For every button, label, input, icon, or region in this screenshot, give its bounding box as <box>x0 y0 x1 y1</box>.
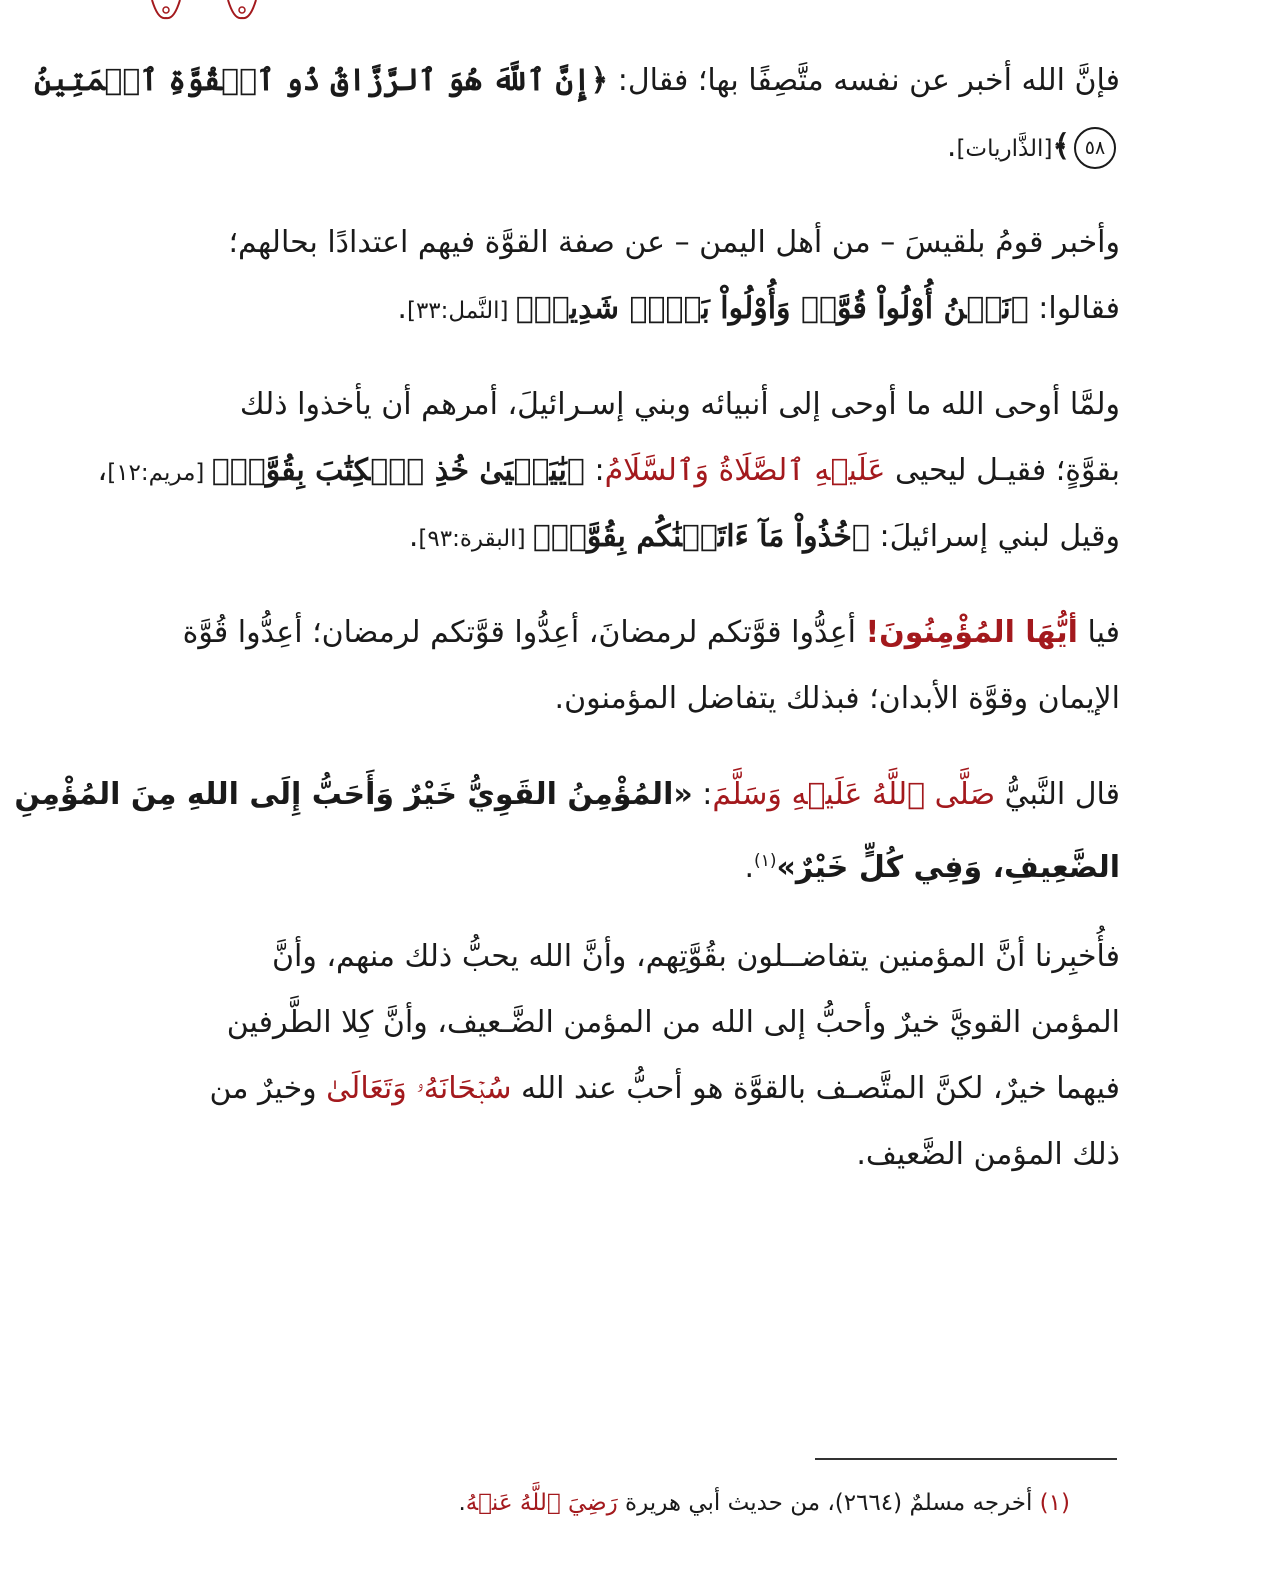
paragraph-3 <box>97 372 1120 570</box>
paragraph-line <box>140 114 1120 180</box>
body-text: وخيرٌ من <box>209 1071 327 1106</box>
punctuation: . <box>397 291 407 326</box>
body-text: فيهما خيرٌ، لكنَّ المتَّصـف بالقوَّة هو أحبُّ عند الله <box>511 1071 1120 1106</box>
body-text: بقوَّةٍ؛ فقيـل ليحيى <box>885 453 1120 488</box>
ornament-left <box>150 0 182 22</box>
verse-reference: [مريم:١٢] <box>107 460 212 486</box>
punctuation: . <box>946 129 957 164</box>
punctuation: . <box>408 519 419 554</box>
paragraph-line: وأخبر قومُ بلقيسَ – من أهل اليمن – عن صفة القوَّة فيهم اعتدادًا بحالهم؛ <box>228 225 1120 260</box>
body-text: : <box>584 453 605 488</box>
quran-verse: ﴿إِنَّ ٱللَّهَ هُوَ ٱلرَّزَّاقُ ذُو ٱلۡقُوَّةِ ٱلۡمَتِينُ <box>34 63 609 98</box>
address-red: أيُّهَا المُؤْمِنُونَ! <box>865 615 1078 650</box>
paragraph-2 <box>140 210 1120 342</box>
paragraph-line: المؤمن القويَّ خيرٌ وأحبُّ إلى الله من المؤمن الضَّـعيف، وأنَّ كِلا الطَّرفين <box>226 1005 1120 1040</box>
ornament-right <box>226 0 258 22</box>
punctuation: ، <box>97 453 108 488</box>
body-text: وقيل لبني إسرائيلَ: <box>869 519 1120 554</box>
footnote <box>140 1478 1070 1528</box>
paragraph-4 <box>140 600 1120 732</box>
paragraph-line <box>140 1056 1120 1122</box>
honorific-red: عَلَيۡهِ ٱلصَّلَاةُ وَٱلسَّلَامُ <box>604 453 886 488</box>
verse-reference: [النَّمل:٣٣] <box>406 298 516 324</box>
paragraph-line: الإيمان وقوَّة الأبدان؛ فبذلك يتفاضل المؤمنون. <box>554 681 1120 716</box>
body-text: فإنَّ الله أخبر عن نفسه متَّصِفًا بها؛ فقال: <box>608 63 1120 98</box>
footnote-text: أخرجه مسلمٌ (٢٦٦٤)، من حديث أبي هريرة <box>617 1490 1040 1516</box>
verse-reference: [الذَّاريات] <box>956 136 1053 162</box>
paragraph-line <box>140 276 1120 342</box>
quran-verse: ﴿نَحۡنُ أُوْلُواْ قُوَّةٖ وَأُوْلُواْ بَأۡسٖ شَدِيدٖ﴾ <box>515 291 1029 326</box>
paragraph-line <box>140 600 1120 666</box>
punctuation: . <box>744 850 755 885</box>
paragraph-6 <box>140 924 1120 1188</box>
paragraph-line <box>140 504 1120 570</box>
ayah-number-badge: ٥٨ <box>1074 127 1116 169</box>
footnote-divider <box>815 1458 1117 1460</box>
verse-reference: [البقرة:٩٣] <box>418 526 533 552</box>
paragraph-1 <box>34 48 1120 180</box>
quran-verse: ﴿خُذُواْ مَآ ءَاتَيۡنَٰكُم بِقُوَّةٖ﴾ <box>532 519 870 554</box>
paragraph-line <box>140 828 1120 894</box>
page-body <box>14 48 1120 1188</box>
body-text: قال النَّبيُّ <box>995 777 1120 812</box>
paragraph-line <box>34 48 1120 114</box>
hadith-text: الضَّعِيفِ، وَفِي كُلٍّ خَيْرٌ» <box>776 850 1120 885</box>
honorific-red: رَضِيَ ٱللَّهُ عَنۡهُ <box>465 1490 618 1516</box>
paragraph-5 <box>14 762 1120 894</box>
footnote-marker[interactable]: (١) <box>754 851 777 871</box>
body-text: فقالوا: <box>1028 291 1120 326</box>
honorific-red: صَلَّى ٱللَّهُ عَلَيۡهِ وَسَلَّمَ <box>712 777 996 812</box>
punctuation: . <box>458 1490 466 1516</box>
hadith-text: «المُؤْمِنُ القَوِيُّ خَيْرٌ وَأَحَبُّ إِلَى اللهِ مِنَ المُؤْمِنِ <box>14 777 693 812</box>
footnote-number: (١) <box>1039 1490 1070 1516</box>
paragraph-line: ولمَّا أوحى الله ما أوحى إلى أنبيائه وبني إسـرائيلَ، أمرهم أن يأخذوا ذلك <box>239 387 1120 422</box>
body-text: : <box>692 777 713 812</box>
quran-verse: ﴿يَٰيَحۡيَىٰ خُذِ ٱلۡكِتَٰبَ بِقُوَّةٖ﴾ <box>211 453 585 488</box>
paragraph-line <box>97 438 1120 504</box>
body-text: أعِدُّوا قوَّتكم لرمضانَ، أعِدُّوا قوَّتكم لرمضان؛ أعِدُّوا قُوَّة <box>182 615 866 650</box>
body-text: فيا <box>1077 615 1120 650</box>
paragraph-line: ذلك المؤمن الضَّعيف. <box>856 1137 1120 1172</box>
paragraph-line <box>14 762 1120 828</box>
quran-bracket: ﴾ <box>1052 129 1070 164</box>
honorific-red: سُبۡحَانَهُۥ وَتَعَالَىٰ <box>326 1071 512 1106</box>
paragraph-line: فأُخبِرنا أنَّ المؤمنين يتفاضــلون بقُوَّتِهم، وأنَّ الله يحبُّ ذلك منهم، وأنَّ <box>271 939 1120 974</box>
